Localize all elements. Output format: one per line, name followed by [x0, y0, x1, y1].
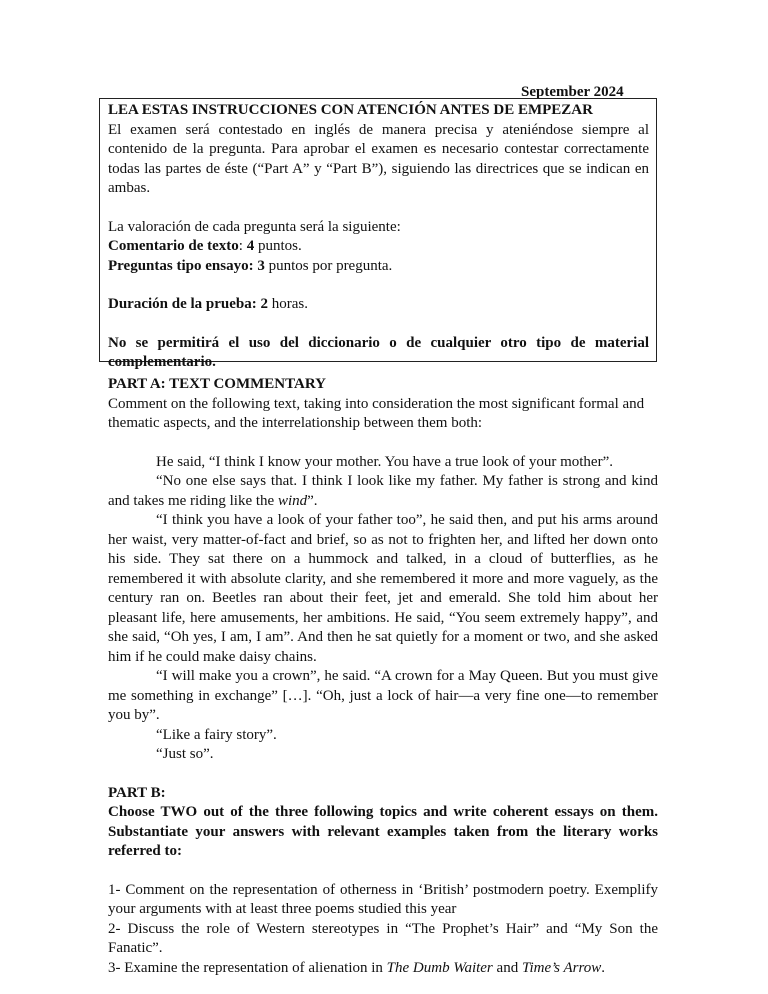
- quote-paragraph-4: “I will make you a crown”, he said. “A crown for a May Queen. But you must give me something in exchange” […]. “Oh, just a lock of hair—a very fine one—to remember you by”.: [108, 668, 658, 723]
- part-b-heading: PART B:: [108, 784, 166, 801]
- valuation-intro: La valoración de cada pregunta será la siguiente:: [108, 218, 401, 235]
- part-a-instruction: Comment on the following text, taking into consideration the most significant formal and thematic aspects, and the interrelationship between them both:: [108, 395, 645, 431]
- quote-paragraph-1: He said, “I think I know your mother. You have a true look of your mother”.: [156, 453, 613, 470]
- instructions-title: LEA ESTAS INSTRUCCIONES CON ATENCIÓN ANTES DE EMPEZAR: [108, 102, 593, 118]
- commentary-text: [108, 453, 658, 765]
- exam-content: [108, 375, 658, 978]
- instructions-box: [99, 98, 657, 370]
- quote-paragraph-6: “Just so”.: [156, 746, 214, 762]
- quote-paragraph-5: “Like a fairy story”.: [156, 726, 277, 743]
- part-b-instruction: Choose TWO out of the three following topics and write coherent essays on them. Substantiate your answers with relevant examples taken from the literary works referred to:: [108, 804, 658, 859]
- topic-2: 2- Discuss the role of Western stereotypes in “The Prophet’s Hair” and “My Son the Fanatic”.: [108, 920, 658, 956]
- part-a-heading: PART A: TEXT COMMENTARY: [108, 376, 326, 392]
- exam-date: September 2024: [521, 84, 624, 100]
- instructions-intro: El examen será contestado en inglés de manera precisa y ateniéndose siempre al contenido de la pregunta. Para aprobar el examen es necesario contestar correctamente todas las partes de éste (“Part A” y “Part B”), siguiendo las directrices que se indican en ambas.: [108, 121, 649, 196]
- duration-line: Duración de la prueba: 2 horas.: [108, 296, 309, 312]
- quote-paragraph-2: “No one else says that. I think I look like my father. My father is strong and kind and takes me riding like the wind”.: [108, 473, 658, 509]
- commentary-points-line: Comentario de texto: 4 puntos.: [108, 238, 302, 254]
- quote-paragraph-3: “I think you have a look of your father too”, he said then, and put his arms around her waist, very matter-of-fact and brief, so as not to frighten her, and lifted her down onto his side. They sat there on a hummock and talked, in a cloud of butterflies, as he remembered it with absolute clarity, and she remembered it more and more vaguely, as the century ran on. Beetles ran about their feet, jet and emerald. She told him about her pleasant life, here amusements, her ambitions. He said, “You seem extremely happy”, and she said, “Oh yes, I am, I am”. And then he sat quietly for a moment or two, and she asked him if he could make daisy chains.: [108, 512, 658, 665]
- essay-points-line: Preguntas tipo ensayo: 3 puntos por pregunta.: [108, 257, 393, 274]
- dictionary-note: No se permitirá el uso del diccionario o de cualquier otro tipo de material complementario.: [108, 334, 649, 370]
- topic-3: 3- Examine the representation of alienation in The Dumb Waiter and Time’s Arrow.: [108, 959, 606, 976]
- topic-1: 1- Comment on the representation of otherness in ‘British’ postmodern poetry. Exemplify your arguments with at least three poems studied this year: [108, 881, 658, 917]
